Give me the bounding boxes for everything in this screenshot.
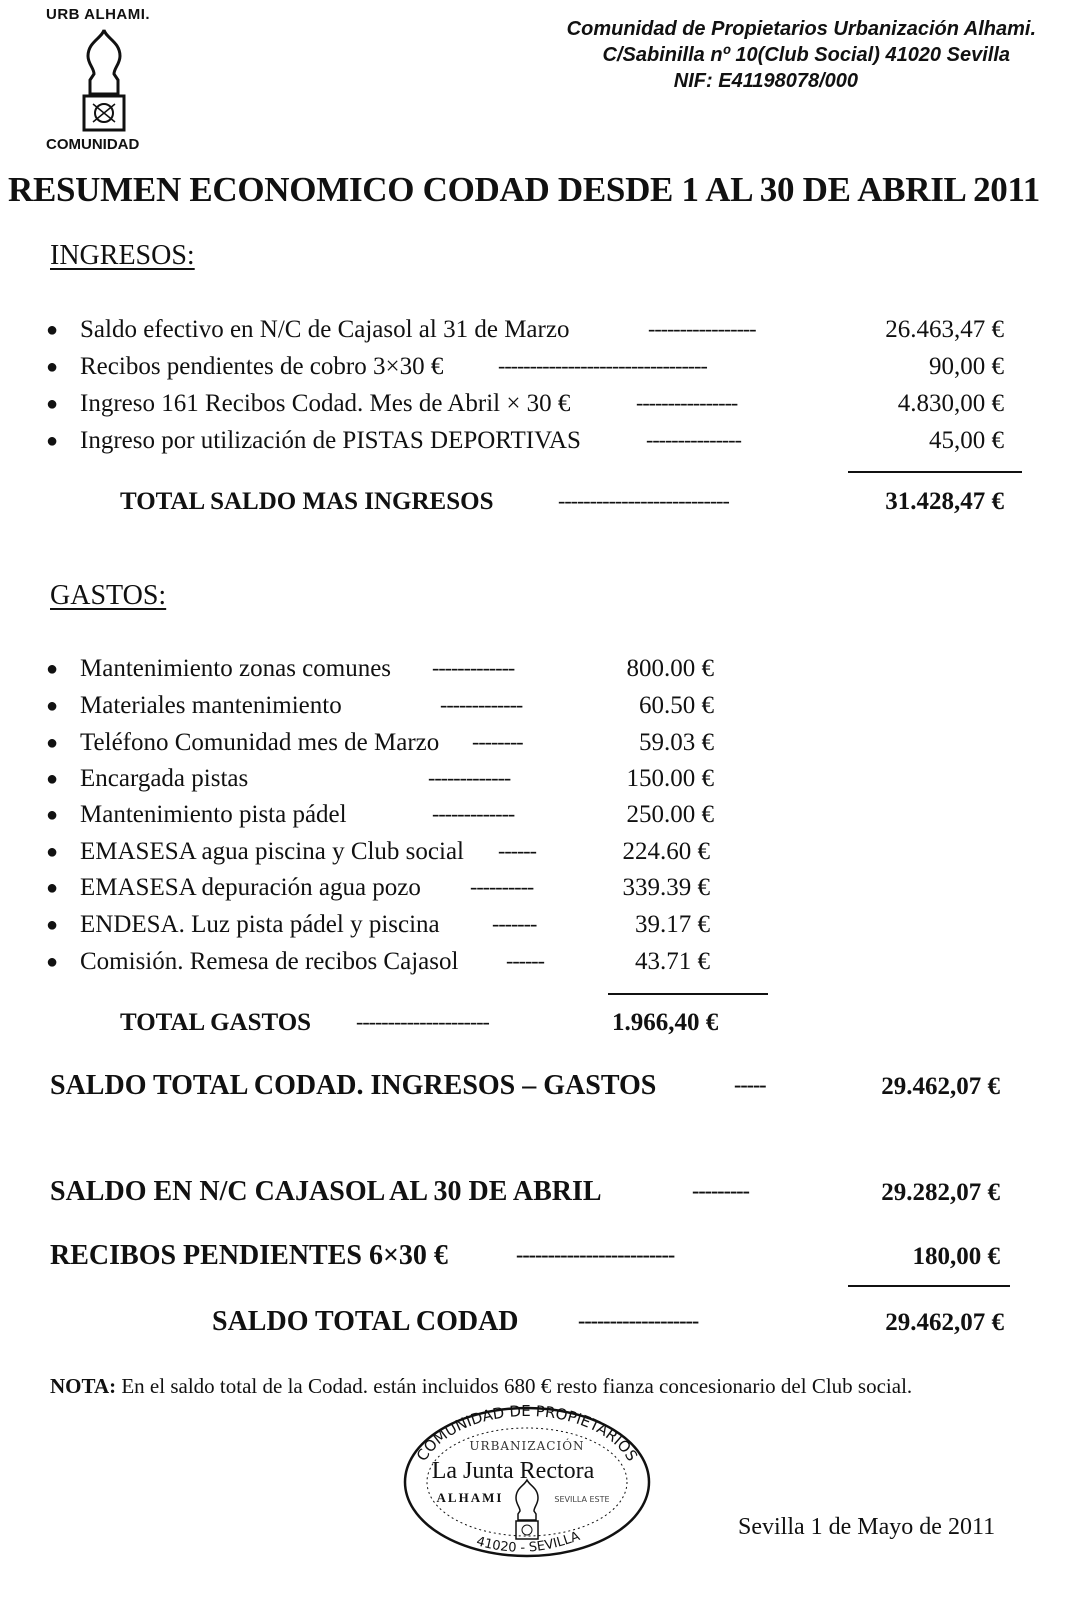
ingresos-total-label: TOTAL SALDO MAS INGRESOS (120, 488, 494, 515)
bullet-icon: ● (46, 841, 59, 863)
bullet-icon: ● (46, 695, 59, 717)
recibos-pendientes-label: RECIBOS PENDIENTES 6×30 € (50, 1240, 448, 1271)
logo-bottom-text: COMUNIDAD (46, 136, 140, 153)
stamp-line-2: La Junta Rectora (431, 1458, 595, 1484)
item-label: Comisión. Remesa de recibos Cajasol (80, 948, 459, 975)
gastos-total-label: TOTAL GASTOS (120, 1009, 312, 1036)
item-amount: 250.00 € (626, 801, 714, 828)
saldo-ingresos-gastos-label: SALDO TOTAL CODAD. INGRESOS – GASTOS (50, 1070, 657, 1101)
gastos-sum-rule (608, 993, 768, 995)
item-label: Ingreso 161 Recibos Codad. Mes de Abril × 30 € (80, 390, 571, 417)
item-label: Teléfono Comunidad mes de Marzo (80, 729, 440, 756)
item-dashes: ------------- (428, 765, 511, 790)
bullet-icon: ● (46, 658, 59, 680)
item-label: Saldo efectivo en N/C de Cajasol al 31 de Marzo (80, 316, 570, 343)
item-amount: 339.39 € (622, 874, 710, 901)
saldo-cajasol-amount: 29.282,07 € (881, 1179, 1000, 1206)
saldo-ingresos-gastos-amount: 29.462,07 € (881, 1073, 1000, 1100)
header-line-2: C/Sabinilla nº 10(Club Social) 41020 Sevilla (602, 44, 1010, 66)
bullet-icon: ● (46, 768, 59, 790)
item-label: Mantenimiento zonas comunes (80, 655, 392, 682)
final-sum-rule (848, 1285, 1010, 1287)
item-amount: 39.17 € (635, 911, 710, 938)
gastos-total-dashes: --------------------- (356, 1009, 489, 1034)
item-amount: 4.830,00 € (897, 390, 1004, 417)
item-label: Ingreso por utilización de PISTAS DEPORTIVAS (80, 427, 581, 454)
item-amount: 59.03 € (639, 729, 714, 756)
item-amount: 150.00 € (626, 765, 714, 792)
item-label: Mantenimiento pista pádel (80, 801, 347, 828)
stamp-bottom-text: 41020 - SEVILLA (474, 1529, 582, 1556)
logo-top-text: URB ALHAMI. (46, 6, 151, 23)
ingresos-total-dashes: --------------------------- (558, 488, 729, 513)
item-amount: 90,00 € (929, 353, 1004, 380)
stamp-line-1: URBANIZACIÓN (469, 1439, 585, 1453)
saldo-total-amount: 29.462,07 € (885, 1309, 1004, 1336)
item-label: Encargada pistas (80, 765, 249, 792)
header-nif: NIF: E41198078/000 (673, 70, 858, 92)
item-amount: 800.00 € (626, 655, 714, 682)
gastos-total-amount: 1.966,40 € (612, 1009, 719, 1036)
stamp-line-4: SEVILLA ESTE (554, 1495, 610, 1504)
svg-text:COMUNIDAD DE PROPIETARIOS (413, 1404, 641, 1464)
bullet-icon: ● (46, 356, 59, 378)
saldo-cajasol-dashes: --------- (692, 1178, 749, 1203)
bullet-icon: ● (46, 914, 59, 936)
item-amount: 45,00 € (929, 427, 1004, 454)
ingresos-heading: INGRESOS: (50, 240, 195, 271)
page-title: RESUMEN ECONOMICO CODAD DESDE 1 AL 30 DE ABRIL 2011 (8, 170, 1040, 209)
item-dashes: ------------- (432, 655, 515, 680)
header-line-1: Comunidad de Propietarios Urbanización Alhami. (566, 18, 1036, 40)
bullet-icon: ● (46, 430, 59, 452)
item-dashes: --------------- (646, 427, 741, 452)
stamp-logo-icon (516, 1480, 538, 1539)
recibos-pendientes-dashes: ------------------------- (516, 1242, 675, 1267)
item-dashes: -------- (472, 729, 523, 754)
item-label: Recibos pendientes de cobro 3×30 € (80, 353, 444, 380)
stamp-line-3: ALHAMI (436, 1490, 504, 1505)
saldo-total-label: SALDO TOTAL CODAD (212, 1306, 519, 1337)
note (50, 1374, 912, 1399)
item-dashes: ------ (498, 838, 536, 863)
note-text: En el saldo total de la Codad. están incluidos 680 € resto fianza concesionario del Club social. (116, 1374, 913, 1398)
junta-rectora-stamp (398, 1404, 656, 1564)
item-dashes: ------- (492, 911, 537, 936)
ingresos-sum-rule (848, 471, 1022, 473)
bullet-icon: ● (46, 393, 59, 415)
item-dashes: ------------- (440, 692, 523, 717)
note-prefix: NOTA: (50, 1374, 117, 1398)
bullet-icon: ● (46, 732, 59, 754)
item-amount: 26.463,47 € (885, 316, 1004, 343)
item-dashes: --------------------------------- (498, 353, 707, 378)
item-amount: 43.71 € (635, 948, 710, 975)
stamp-arc-text: COMUNIDAD DE PROPIETARIOS (412, 1404, 642, 1465)
saldo-total-dashes: ------------------- (578, 1308, 699, 1333)
bullet-icon: ● (46, 877, 59, 899)
item-dashes: ------ (506, 948, 544, 973)
gastos-heading: GASTOS: (50, 580, 167, 611)
item-label: EMASESA depuración agua pozo (80, 874, 421, 901)
item-dashes: ---------------- (636, 390, 738, 415)
item-label: EMASESA agua piscina y Club social (80, 838, 464, 865)
ingresos-total-amount: 31.428,47 € (885, 488, 1004, 515)
community-logo-icon (76, 28, 132, 132)
item-dashes: ------------- (432, 801, 515, 826)
saldo-ingresos-gastos-dashes: ----- (734, 1072, 766, 1097)
recibos-pendientes-amount: 180,00 € (912, 1243, 1000, 1270)
document-date: Sevilla 1 de Mayo de 2011 (738, 1514, 996, 1540)
item-label: ENDESA. Luz pista pádel y piscina (80, 911, 440, 938)
item-amount: 60.50 € (639, 692, 714, 719)
bullet-icon: ● (46, 951, 59, 973)
item-amount: 224.60 € (622, 838, 710, 865)
item-dashes: ----------------- (648, 316, 756, 341)
saldo-cajasol-label: SALDO EN N/C CAJASOL AL 30 DE ABRIL (50, 1176, 602, 1207)
item-label: Materiales mantenimiento (80, 692, 342, 719)
item-dashes: ---------- (470, 874, 534, 899)
bullet-icon: ● (46, 319, 59, 341)
bullet-icon: ● (46, 804, 59, 826)
